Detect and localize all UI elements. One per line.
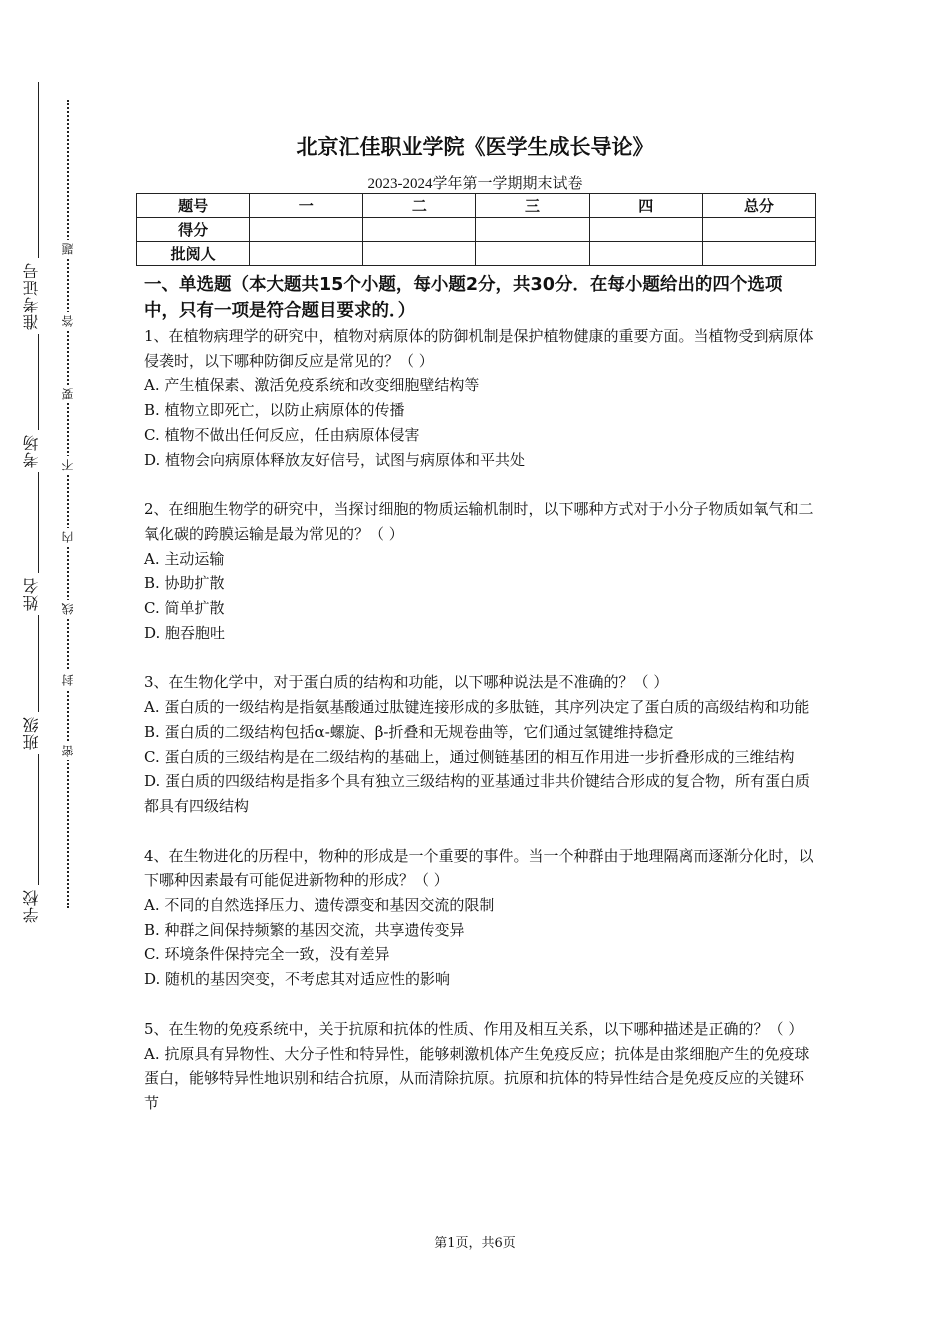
- binding-solid-line: [38, 82, 39, 925]
- score-row-label: 批阅人: [137, 242, 250, 266]
- option-b: B. 植物立即死亡，以防止病原体的传播: [144, 401, 405, 420]
- option-b: B. 蛋白质的二级结构包括α-螺旋、β-折叠和无规卷曲等，它们通过氢键维持稳定: [144, 722, 674, 741]
- exam-subtitle: 2023-2024学年第一学期期末试卷: [367, 176, 583, 192]
- score-cell: [589, 218, 702, 242]
- seal-char: 线: [59, 600, 77, 618]
- question-3: [144, 670, 814, 818]
- score-header-cell: 四: [589, 194, 702, 218]
- option-c: C. 植物不做出任何反应，任由病原体侵害: [144, 425, 420, 444]
- seal-char: 不: [59, 456, 77, 474]
- option-d: D. 植物会向病原体释放友好信号，试图与病原体和平共处: [144, 450, 526, 469]
- exam-title: 北京汇佳职业学院《医学生成长导论》: [296, 135, 654, 159]
- score-header-cell: 题号: [137, 194, 250, 218]
- field-name: 姓名: [20, 573, 56, 615]
- score-header-cell: 二: [363, 194, 476, 218]
- score-header-cell: 三: [476, 194, 589, 218]
- binding-margin: [0, 0, 110, 1344]
- score-header-cell: 一: [250, 194, 363, 218]
- field-school: 学校: [20, 885, 56, 927]
- option-c: C. 简单扩散: [144, 599, 225, 618]
- seal-char: 密: [59, 742, 77, 760]
- seal-char: 要: [59, 385, 77, 403]
- score-cell: [702, 242, 815, 266]
- score-cell: [476, 242, 589, 266]
- question-stem: 5、在生物的免疫系统中，关于抗原和抗体的性质、作用及相互关系，以下哪种描述是正确的？（ ）: [144, 1019, 804, 1038]
- option-a: A. 主动运输: [144, 549, 225, 568]
- question-4: [144, 844, 814, 992]
- score-cell: [363, 242, 476, 266]
- question-stem: 3、在生物化学中，对于蛋白质的结构和功能，以下哪种说法是不准确的？（ ）: [144, 673, 669, 692]
- field-exam-room: 考场: [20, 430, 56, 472]
- field-class: 班级: [20, 712, 56, 754]
- option-a: A. 不同的自然选择压力、遗传漂变和基因交流的限制: [144, 896, 495, 915]
- option-d: D. 蛋白质的四级结构是指多个具有独立三级结构的亚基通过非共价键结合形成的复合物，所有蛋白质都具有四级结构: [144, 772, 811, 815]
- question-2: [144, 497, 814, 645]
- option-a: A. 蛋白质的一级结构是指氨基酸通过肽键连接形成的多肽链，其序列决定了蛋白质的高级结构和功能: [144, 698, 810, 717]
- score-cell: [702, 218, 815, 242]
- seal-dotted-line: [67, 100, 69, 908]
- option-c: C. 蛋白质的三级结构是在二级结构的基础上，通过侧链基团的相互作用进一步折叠形成的三维结构: [144, 747, 795, 766]
- question-stem: 1、在植物病理学的研究中，植物对病原体的防御机制是保护植物健康的重要方面。当植物受到病原体侵袭时，以下哪种防御反应是常见的？（ ）: [144, 327, 814, 370]
- score-table-header-row: [137, 194, 816, 218]
- seal-char: 内: [59, 528, 77, 546]
- option-b: B. 协助扩散: [144, 574, 225, 593]
- question-stem: 2、在细胞生物学的研究中，当探讨细胞的物质运输机制时，以下哪种方式对于小分子物质如氧气和二氧化碳的跨膜运输是最为常见的？（ ）: [144, 500, 814, 543]
- score-table: [136, 193, 816, 266]
- score-cell: [476, 218, 589, 242]
- seal-char: 题: [59, 240, 77, 258]
- score-table-row: [137, 242, 816, 266]
- option-c: C. 环境条件保持完全一致，没有差异: [144, 945, 390, 964]
- score-table-row: [137, 218, 816, 242]
- seal-char: 封: [59, 671, 77, 689]
- score-cell: [250, 218, 363, 242]
- option-d: D. 胞吞胞吐: [144, 623, 226, 642]
- page-number: 第1页，共6页: [434, 1236, 516, 1251]
- option-a: A. 抗原具有异物性、大分子性和特异性，能够刺激机体产生免疫反应；抗体是由浆细胞产生的免疫球蛋白，能够特异性地识别和结合抗原，从而清除抗原。抗原和抗体的特异性结合是免疫反应的关键环节: [144, 1044, 810, 1112]
- section-heading: 一、单选题（本大题共15个小题，每小题2分，共30分．在每小题给出的四个选项中，只有一项是符合题目要求的．）: [144, 275, 783, 321]
- question-5: [144, 1017, 814, 1116]
- field-exam-number: 准考证号: [20, 258, 56, 334]
- question-1: [144, 324, 814, 472]
- score-cell: [589, 242, 702, 266]
- option-d: D. 随机的基因突变，不考虑其对适应性的影响: [144, 970, 451, 989]
- score-row-label: 得分: [137, 218, 250, 242]
- score-header-cell: 总分: [702, 194, 815, 218]
- seal-char: 答: [59, 312, 77, 330]
- question-stem: 4、在生物进化的历程中，物种的形成是一个重要的事件。当一个种群由于地理隔离而逐渐分化时，以下哪种因素最有可能促进新物种的形成？（ ）: [144, 846, 814, 890]
- question-content: [144, 272, 814, 1141]
- option-a: A. 产生植保素、激活免疫系统和改变细胞壁结构等: [144, 376, 480, 395]
- score-cell: [363, 218, 476, 242]
- option-b: B. 种群之间保持频繁的基因交流，共享遗传变异: [144, 920, 465, 939]
- score-cell: [250, 242, 363, 266]
